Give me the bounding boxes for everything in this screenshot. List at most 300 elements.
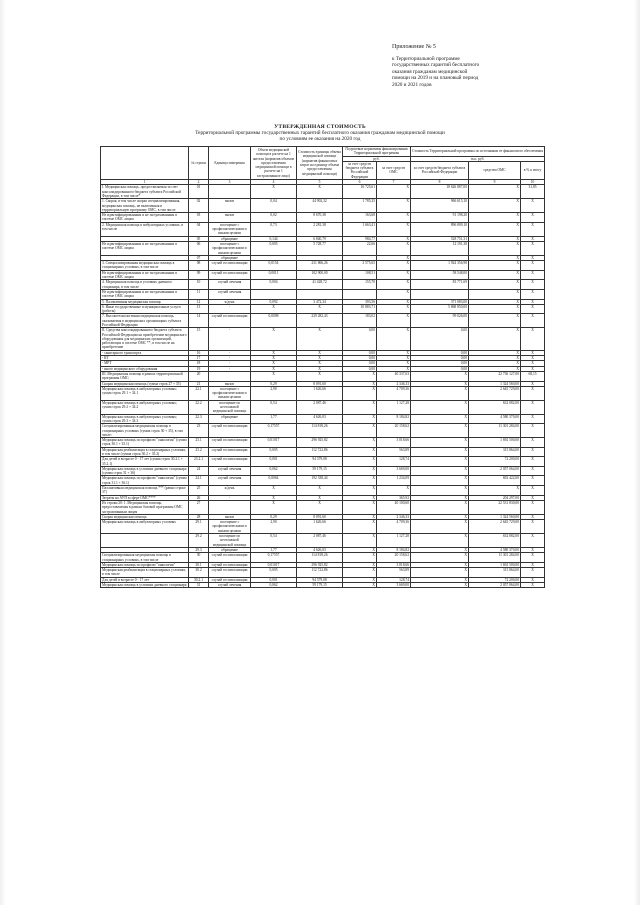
table-row	[101, 261, 545, 271]
row-number-cell: 15	[189, 328, 209, 350]
percent-cell: X	[521, 270, 545, 280]
cost-cell: 112 722,86	[297, 447, 343, 457]
column-number-cell: 2	[189, 180, 209, 185]
volume-cell	[251, 289, 297, 299]
row-number-cell: 06	[189, 241, 209, 255]
row-number-cell: 11	[189, 289, 209, 299]
unit-cell: случай лечения	[209, 280, 251, 290]
row-number-cell: 29.2	[189, 534, 209, 548]
total-oms-cell: X	[469, 222, 521, 236]
header-total-unit: тыс. руб.	[411, 156, 545, 161]
per-capita-budget-cell: 10 883,71	[343, 304, 377, 314]
header-row	[101, 147, 545, 157]
per-capita-oms-cell: 128,74	[377, 577, 411, 582]
header-t-budget: за счет средств бюджета субъекта Российской Федерации	[411, 161, 469, 179]
row-name-cell: Специализированная медицинская помощь в стационарных условиях (сумма строк 30 + 35), в том числе:	[101, 424, 189, 438]
total-oms-cell: 2 645 729,00	[469, 520, 521, 534]
unit-cell: случай лечения	[209, 466, 251, 476]
per-capita-budget-cell: X	[343, 553, 377, 563]
row-name-cell: 7. Высокотехнологичная медицинская помощь, оказываемая в медицинских организациях субъекта Российской Федерации	[101, 314, 189, 328]
per-capita-budget-cell: X	[343, 381, 377, 386]
per-capita-budget-cell: X	[343, 386, 377, 400]
row-number-cell: 18	[189, 361, 209, 366]
row-number-cell: 10	[189, 280, 209, 290]
percent-cell: X	[521, 486, 545, 496]
percent-cell: X	[521, 213, 545, 223]
percent-cell: X	[521, 562, 545, 567]
row-number-cell: 29.1	[189, 520, 209, 534]
appendix-line: 2020 и 2021 годов	[392, 81, 432, 88]
unit-cell: случай госпитализации	[209, 438, 251, 448]
table-row	[101, 414, 545, 424]
row-number-cell: 13	[189, 304, 209, 314]
per-capita-budget-cell: 3 575,65	[343, 261, 377, 271]
per-capita-oms-cell: 8 184,82	[377, 414, 411, 424]
percent-cell: 31,85	[521, 185, 545, 199]
volume-cell: 0,001	[251, 457, 297, 467]
header-t-oms: средства ОМС	[469, 161, 521, 179]
total-budget-cell: 83 771,69	[411, 280, 469, 290]
percent-cell: X	[521, 568, 545, 578]
row-name-cell: 4. Медицинская помощь в условиях дневного стационара, в том числе	[101, 280, 189, 290]
percent-cell: X	[521, 457, 545, 467]
cost-cell: 2 281,38	[297, 222, 343, 236]
unit-cell: -	[209, 328, 251, 350]
unit-cell: к/день	[209, 486, 251, 496]
unit-cell: случай госпитализации	[209, 447, 251, 457]
row-number-cell: 20	[189, 371, 209, 381]
table-row	[101, 199, 545, 213]
total-oms-cell: 11 301 284,00	[469, 553, 521, 563]
unit-cell: вызов	[209, 213, 251, 223]
row-number-cell: 02	[189, 199, 209, 213]
unit-cell: обращение	[209, 414, 251, 424]
total-oms-cell: X	[469, 236, 521, 241]
document-title	[120, 124, 520, 143]
per-capita-oms-cell: X	[377, 222, 411, 236]
total-oms-cell: X	[469, 241, 521, 255]
volume-cell: X	[251, 486, 297, 496]
cost-cell: 4 626,03	[297, 414, 343, 424]
total-oms-cell: X	[469, 261, 521, 271]
per-capita-oms-cell: 3 018,66	[377, 562, 411, 567]
row-name-cell: - КТ	[101, 356, 189, 361]
percent-cell: X	[521, 304, 545, 314]
total-budget-cell: X	[411, 371, 469, 381]
total-budget-cell: 99 026,00	[411, 314, 469, 328]
table-row	[101, 583, 545, 588]
percent-cell: X	[521, 280, 545, 290]
per-capita-budget-cell: 0,00	[343, 356, 377, 361]
row-number-cell: 31	[189, 583, 209, 588]
per-capita-budget-cell: 163,68	[343, 213, 377, 223]
volume-cell: 0,092	[251, 299, 297, 304]
cost-cell: 44 902,32	[297, 199, 343, 213]
cost-cell: 112 722,86	[297, 568, 343, 578]
total-budget-cell: 896 809,10	[411, 222, 469, 236]
row-name-cell: Медицинская помощь по профилю "онкология" (сумма строк 30.1 + 35.1)	[102, 438, 187, 447]
total-oms-cell: X	[469, 356, 521, 361]
unit-cell: -	[209, 350, 251, 355]
percent-cell: X	[521, 289, 545, 299]
header-unit: Единица измерения	[209, 147, 251, 180]
total-budget-cell: X	[411, 547, 469, 552]
per-capita-budget-cell: X	[343, 414, 377, 424]
total-budget-cell: X	[411, 414, 469, 424]
appendix-line: помощи на 2019 и на плановый период	[392, 75, 479, 82]
per-capita-budget-cell: 1 785,35	[343, 199, 377, 213]
per-capita-budget-cell: 1 663,41	[343, 222, 377, 236]
cost-cell: 102 900,00	[297, 270, 343, 280]
per-capita-oms-cell: X	[377, 255, 411, 260]
total-oms-cell: 1 324 560,00	[469, 514, 521, 519]
cost-cell: 114 818,26	[297, 424, 343, 438]
unit-cell: к/день	[209, 299, 251, 304]
cost-cell: 2 087,46	[297, 534, 343, 548]
total-budget-cell: 0,00	[411, 328, 469, 350]
row-name-cell: Не идентифицированным и не застрахованным в системе ОМС лицам	[101, 270, 189, 280]
total-oms-cell: 4 580 370,00	[469, 414, 521, 424]
per-capita-oms-cell: X	[377, 270, 411, 280]
row-name-cell: Медицинская помощь по профилю "онкология" (сумма строк 31.1 + 36.1)	[102, 476, 187, 485]
total-budget-cell: 1 924 356,98	[411, 261, 469, 271]
cost-cell: 1 626,66	[297, 520, 343, 534]
cost-cell: 6 840,79	[297, 236, 343, 241]
percent-cell: X	[521, 583, 545, 588]
cost-cell: 296 925,82	[297, 562, 343, 567]
total-budget-cell: X	[411, 568, 469, 578]
percent-cell: X	[521, 476, 545, 486]
percent-cell: X	[521, 577, 545, 582]
unit-cell: посещение с профилактическими и иными целями	[209, 386, 251, 400]
table-row	[101, 289, 545, 299]
unit-cell: вызов	[209, 514, 251, 519]
volume-cell: 0,004	[251, 280, 297, 290]
unit-cell: вызов	[209, 381, 251, 386]
total-oms-cell: X	[469, 361, 521, 366]
cost-cell: 5 728,77	[297, 241, 343, 255]
total-oms-cell: 1 692 500,00	[469, 438, 521, 448]
row-number-cell: 30.2	[189, 568, 209, 578]
unit-cell: -	[209, 361, 251, 366]
percent-cell: X	[521, 495, 545, 500]
per-capita-oms-cell: X	[377, 213, 411, 223]
volume-cell: 1,77	[251, 547, 297, 552]
row-number-cell: 09	[189, 270, 209, 280]
appendix-number: Приложение № 5	[392, 44, 436, 50]
unit-cell: вызов	[209, 199, 251, 213]
total-budget-cell: X	[411, 562, 469, 567]
cost-cell: 94 379,08	[297, 457, 343, 467]
percent-cell: X	[521, 514, 545, 519]
cost-cell: 8 091,60	[297, 381, 343, 386]
percent-cell: X	[521, 500, 545, 514]
total-budget-cell: X	[411, 457, 469, 467]
total-oms-cell: X	[469, 328, 521, 350]
table-body	[101, 185, 545, 588]
cost-table	[100, 146, 545, 588]
cost-cell: X	[297, 495, 343, 500]
cost-cell: 94 379,08	[297, 577, 343, 582]
unit-cell	[209, 185, 251, 199]
row-name-cell: - санитарного транспорта	[101, 350, 189, 355]
volume-cell: 0,01017	[251, 438, 297, 448]
table-row	[101, 213, 545, 223]
title-line: Территориальной программы государственных гарантий бесплатного оказания гражданам медицинской помощи	[195, 130, 445, 136]
total-budget-cell: X	[411, 466, 469, 476]
table-row	[101, 534, 545, 548]
total-oms-cell: 22 736 127,00	[469, 371, 521, 381]
cost-cell: 1 626,66	[297, 386, 343, 400]
row-number-cell: 23.2.1	[189, 457, 209, 467]
percent-cell: X	[521, 261, 545, 271]
cost-cell: 296 925,82	[297, 438, 343, 448]
per-capita-oms-cell: 8 184,82	[377, 547, 411, 552]
volume-cell: X	[251, 500, 297, 514]
row-name-cell: Для детей в возрасте 0 - 17 лет	[101, 577, 189, 582]
cost-cell: X	[297, 366, 343, 371]
appendix-header	[392, 44, 602, 89]
table-row	[101, 457, 545, 467]
appendix-line: к Территориальной программе	[392, 55, 460, 62]
total-oms-cell: 72 200,00	[469, 457, 521, 467]
row-number-cell: 30.2.1	[189, 577, 209, 582]
table-row	[101, 270, 545, 280]
percent-cell: X	[521, 424, 545, 438]
total-oms-cell: 1 692 500,00	[469, 562, 521, 567]
per-capita-budget-cell: 183,02	[343, 314, 377, 328]
row-number-cell: 16	[189, 350, 209, 355]
cost-cell: 229 282,43	[297, 314, 343, 328]
per-capita-budget-cell: X	[343, 583, 377, 588]
per-capita-budget-cell: X	[343, 476, 377, 486]
per-capita-budget-cell: X	[343, 400, 377, 414]
percent-cell: X	[521, 361, 545, 366]
total-oms-cell: 204 297,00	[469, 495, 521, 500]
header-per-capita-unit: руб.	[343, 156, 411, 161]
per-capita-budget-cell: 16 725,61	[343, 185, 377, 199]
table-row	[101, 520, 545, 534]
volume-cell: X	[251, 495, 297, 500]
total-budget-cell: X	[411, 500, 469, 514]
cost-cell: X	[297, 486, 343, 496]
per-capita-budget-cell: X	[343, 547, 377, 552]
unit-cell: случай госпитализации	[209, 553, 251, 563]
percent-cell: X	[521, 222, 545, 236]
total-oms-cell: X	[469, 366, 521, 371]
unit-cell: обращение	[209, 547, 251, 552]
percent-cell: X	[521, 386, 545, 400]
unit-cell: посещение по неотложной медицинской помощи	[209, 534, 251, 548]
per-capita-oms-cell: 2 346,33	[377, 381, 411, 386]
per-capita-oms-cell: 2 346,33	[377, 514, 411, 519]
per-capita-oms-cell: X	[377, 261, 411, 271]
per-capita-budget-cell: 984,77	[343, 236, 377, 241]
volume-cell: 1,77	[251, 414, 297, 424]
percent-cell: X	[521, 447, 545, 457]
row-name-cell: Медицинская помощь в амбулаторных условиях; сумма строк 29.1 + 34.1	[101, 386, 189, 400]
header-per-capita: Подушевые нормативы финансирования Территориальной программы	[343, 147, 411, 157]
volume-cell: 0,54	[251, 400, 297, 414]
table-row	[101, 241, 545, 255]
per-capita-budget-cell: X	[343, 520, 377, 534]
row-number-cell: 23.1	[189, 438, 209, 448]
row-name-cell: Скорая медицинская помощь	[101, 514, 189, 519]
total-oms-cell: X	[469, 289, 521, 299]
column-number-cell: 8	[411, 180, 469, 185]
total-budget-cell: 528 751,31	[411, 236, 469, 241]
row-number-cell: 21	[189, 381, 209, 386]
total-budget-cell: X	[411, 577, 469, 582]
row-number-cell: 25	[189, 486, 209, 496]
per-capita-oms-cell: X	[377, 241, 411, 255]
row-number-cell: 22.2	[189, 400, 209, 414]
unit-cell: случай лечения	[209, 289, 251, 299]
total-oms-cell: 1 324 560,00	[469, 381, 521, 386]
per-capita-oms-cell: X	[377, 350, 411, 355]
volume-cell: 0,0154	[251, 261, 297, 271]
total-budget-cell: X	[411, 486, 469, 496]
per-capita-budget-cell: 22,66	[343, 241, 377, 255]
cost-cell: X	[297, 500, 343, 514]
per-capita-budget-cell: X	[343, 424, 377, 438]
unit-cell: случай госпитализации	[209, 261, 251, 271]
row-name-cell: Медицинская реабилитация в стационарных условиях, в том числе	[101, 568, 189, 578]
table-row	[101, 328, 545, 350]
total-budget-cell: X	[411, 520, 469, 534]
percent-cell: X	[521, 199, 545, 213]
header-t-pct: в % к итогу	[521, 161, 545, 179]
volume-cell: 0,005	[251, 241, 297, 255]
per-capita-budget-cell: X	[343, 457, 377, 467]
volume-cell: 0,005	[251, 447, 297, 457]
unit-cell: случай госпитализации	[209, 314, 251, 328]
row-name-cell: Для детей в возрасте 0 - 17 лет (сумма строк 30.2.1 + 35.2.1)	[101, 457, 189, 467]
percent-cell: X	[521, 366, 545, 371]
volume-cell: 0,001	[251, 577, 297, 582]
per-capita-oms-cell: X	[377, 314, 411, 328]
table-row	[101, 438, 545, 448]
per-capita-oms-cell: X	[377, 299, 411, 304]
unit-cell: посещение по неотложной медицинской помощи	[209, 400, 251, 414]
column-number-cell: 10	[521, 180, 545, 185]
percent-cell: X	[521, 299, 545, 304]
total-budget-cell	[411, 289, 469, 299]
row-number-cell: 22.3	[189, 414, 209, 424]
per-capita-oms-cell: 40 100,60	[377, 500, 411, 514]
percent-cell: X	[521, 466, 545, 476]
row-number-cell: 04	[189, 222, 209, 236]
total-oms-cell: 11 301 284,00	[469, 424, 521, 438]
row-name-cell: - иного медицинского оборудования	[101, 366, 189, 371]
percent-cell: X	[521, 255, 545, 260]
row-number-cell: 26	[189, 495, 209, 500]
per-capita-budget-cell: X	[343, 466, 377, 476]
row-name-cell: Скорая медицинская помощь (сумма строк 27 + 35)	[101, 381, 189, 386]
volume-cell: X	[251, 361, 297, 366]
unit-cell: -	[209, 495, 251, 500]
total-oms-cell: 692 422,00	[469, 476, 521, 486]
table-row	[101, 386, 545, 400]
per-capita-budget-cell: 0,00	[343, 361, 377, 366]
row-name-cell: Не идентифицированным и не застрахованным в системе ОМС лицам	[101, 289, 189, 299]
unit-cell: случай госпитализации	[209, 568, 251, 578]
title-line: по условиям ее оказания на 2020 год	[279, 136, 361, 143]
volume-cell: 2,90	[251, 386, 297, 400]
total-budget-cell: X	[411, 583, 469, 588]
total-budget-cell: X	[411, 495, 469, 500]
total-budget-cell: X	[411, 381, 469, 386]
row-number-cell: 08	[189, 261, 209, 271]
table-row	[101, 486, 545, 496]
volume-cell: X	[251, 371, 297, 381]
row-number-cell: 22.1	[189, 386, 209, 400]
column-number-cell: 1	[101, 180, 189, 185]
total-budget-cell: X	[411, 386, 469, 400]
row-number-cell: 30	[189, 553, 209, 563]
per-capita-oms-cell: 20 158,62	[377, 424, 411, 438]
volume-cell: X	[251, 304, 297, 314]
total-budget-cell: X	[411, 447, 469, 457]
row-name-cell: Медицинская помощь в условиях дневного стационара (сумма строк 31 + 36)	[101, 466, 189, 476]
per-capita-budget-cell: X	[343, 534, 377, 548]
appendix-line: государственных гарантий бесплатного	[392, 62, 480, 69]
total-oms-cell: X	[469, 280, 521, 290]
per-capita-budget-cell: X	[343, 500, 377, 514]
per-capita-oms-cell: 20 158,62	[377, 553, 411, 563]
unit-cell: посещение с профилактическими и иными целями	[209, 241, 251, 255]
percent-cell: X	[521, 520, 545, 534]
total-budget-cell: 18 626 887,00	[411, 185, 469, 199]
percent-cell: X	[521, 350, 545, 355]
volume-cell: 0,005	[251, 568, 297, 578]
row-number-cell: 05	[189, 236, 209, 241]
total-budget-cell: 0,00	[411, 350, 469, 355]
row-number-cell: 23.2	[189, 447, 209, 457]
total-oms-cell: 2 645 729,00	[469, 386, 521, 400]
unit-cell: обращение	[209, 236, 251, 241]
unit-cell: обращение	[209, 255, 251, 260]
row-number-cell: 24	[189, 466, 209, 476]
volume-cell: X	[251, 366, 297, 371]
row-number-cell: 24.1	[189, 476, 209, 486]
total-budget-cell: X	[411, 424, 469, 438]
total-budget-cell: X	[411, 400, 469, 414]
row-name-cell: Медицинская помощь в амбулаторных условиях	[101, 520, 189, 534]
total-oms-cell: X	[469, 185, 521, 199]
per-capita-oms-cell: 365,92	[377, 495, 411, 500]
total-budget-cell: 5 868 850,00	[411, 304, 469, 314]
header-pc-oms: за счет средств ОМС	[377, 161, 411, 179]
percent-cell: X	[521, 236, 545, 241]
percent-cell: X	[521, 314, 545, 328]
cost-cell	[297, 289, 343, 299]
percent-cell: X	[521, 381, 545, 386]
unit-cell: -	[209, 304, 251, 314]
per-capita-oms-cell: 3 669,00	[377, 583, 411, 588]
total-oms-cell: X	[469, 199, 521, 213]
total-budget-cell: 0,00	[411, 356, 469, 361]
total-budget-cell: 12 191,38	[411, 241, 469, 255]
row-name-cell: Медицинская реабилитация в стационарных условиях, в том числе (сумма строк 30.2 + 35.2)	[101, 447, 189, 457]
total-oms-cell: 632 082,00	[469, 400, 521, 414]
table-row	[101, 222, 545, 236]
row-name-cell: - МРТ	[101, 361, 189, 366]
unit-cell: случай лечения	[209, 476, 251, 486]
per-capita-budget-cell: X	[343, 495, 377, 500]
table-row	[101, 466, 545, 476]
volume-cell: 0,04	[251, 199, 297, 213]
